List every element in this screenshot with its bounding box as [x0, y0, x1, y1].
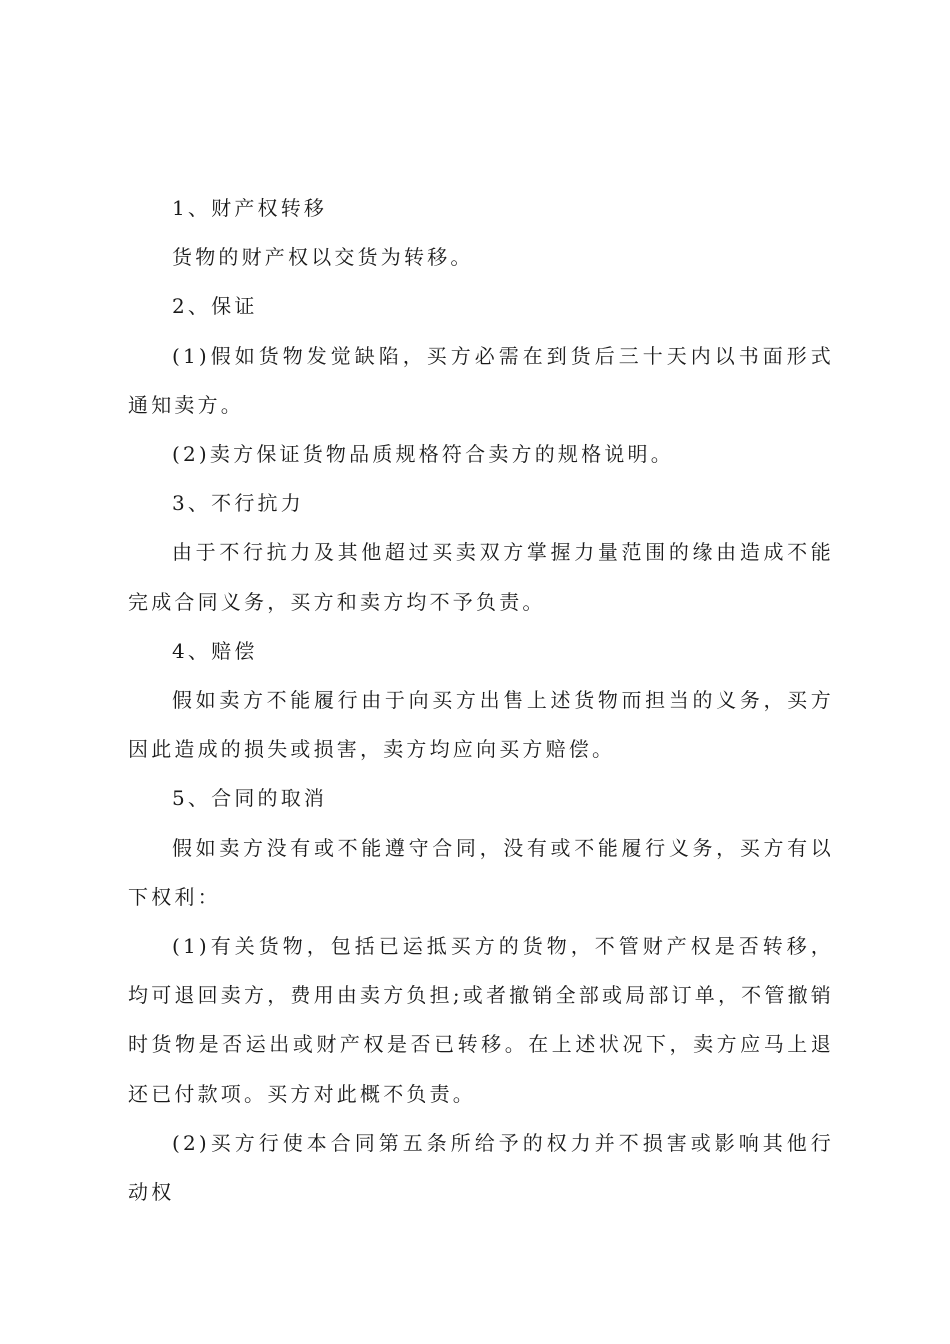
paragraph-property-transfer: 货物的财产权以交货为转移。	[172, 245, 474, 270]
heading-force-majeure: 3、不行抗力	[172, 491, 304, 516]
paragraph-cancellation-1: (1)有关货物，包括已运抵买方的货物，不管财产权是否转移，均可退回卖方，费用由卖方负担;或者撤销全部或局部订单，不管撤销时货物是否运出或财产权是否已转移。在上述状况下，卖方应马上退还已付款项。买方对此概不负责。	[128, 934, 834, 1106]
heading-property-transfer: 1、财产权转移	[172, 196, 328, 220]
heading-warranty: 2、保证	[172, 294, 258, 319]
paragraph-warranty-2: (2)卖方保证货物品质规格符合卖方的规格说明。	[172, 442, 674, 467]
paragraph-compensation: 假如卖方不能履行由于向买方出售上述货物而担当的义务，买方因此造成的损失或损害，卖方均应向买方赔偿。	[128, 688, 834, 762]
heading-cancellation: 5、合同的取消	[172, 786, 328, 811]
heading-compensation: 4、赔偿	[172, 638, 258, 663]
paragraph-cancellation-intro: 假如卖方没有或不能遵守合同，没有或不能履行义务，买方有以下权利：	[128, 835, 834, 909]
document-body	[128, 184, 834, 1217]
paragraph-cancellation-2: (2)买方行使本合同第五条所给予的权力并不损害或影响其他行动权	[128, 1130, 834, 1205]
paragraph-warranty-1: (1)假如货物发觉缺陷，买方必需在到货后三十天内以书面形式通知卖方。	[128, 343, 834, 417]
paragraph-force-majeure: 由于不行抗力及其他超过买卖双方掌握力量范围的缘由造成不能完成合同义务，买方和卖方均不予负责。	[128, 540, 834, 614]
